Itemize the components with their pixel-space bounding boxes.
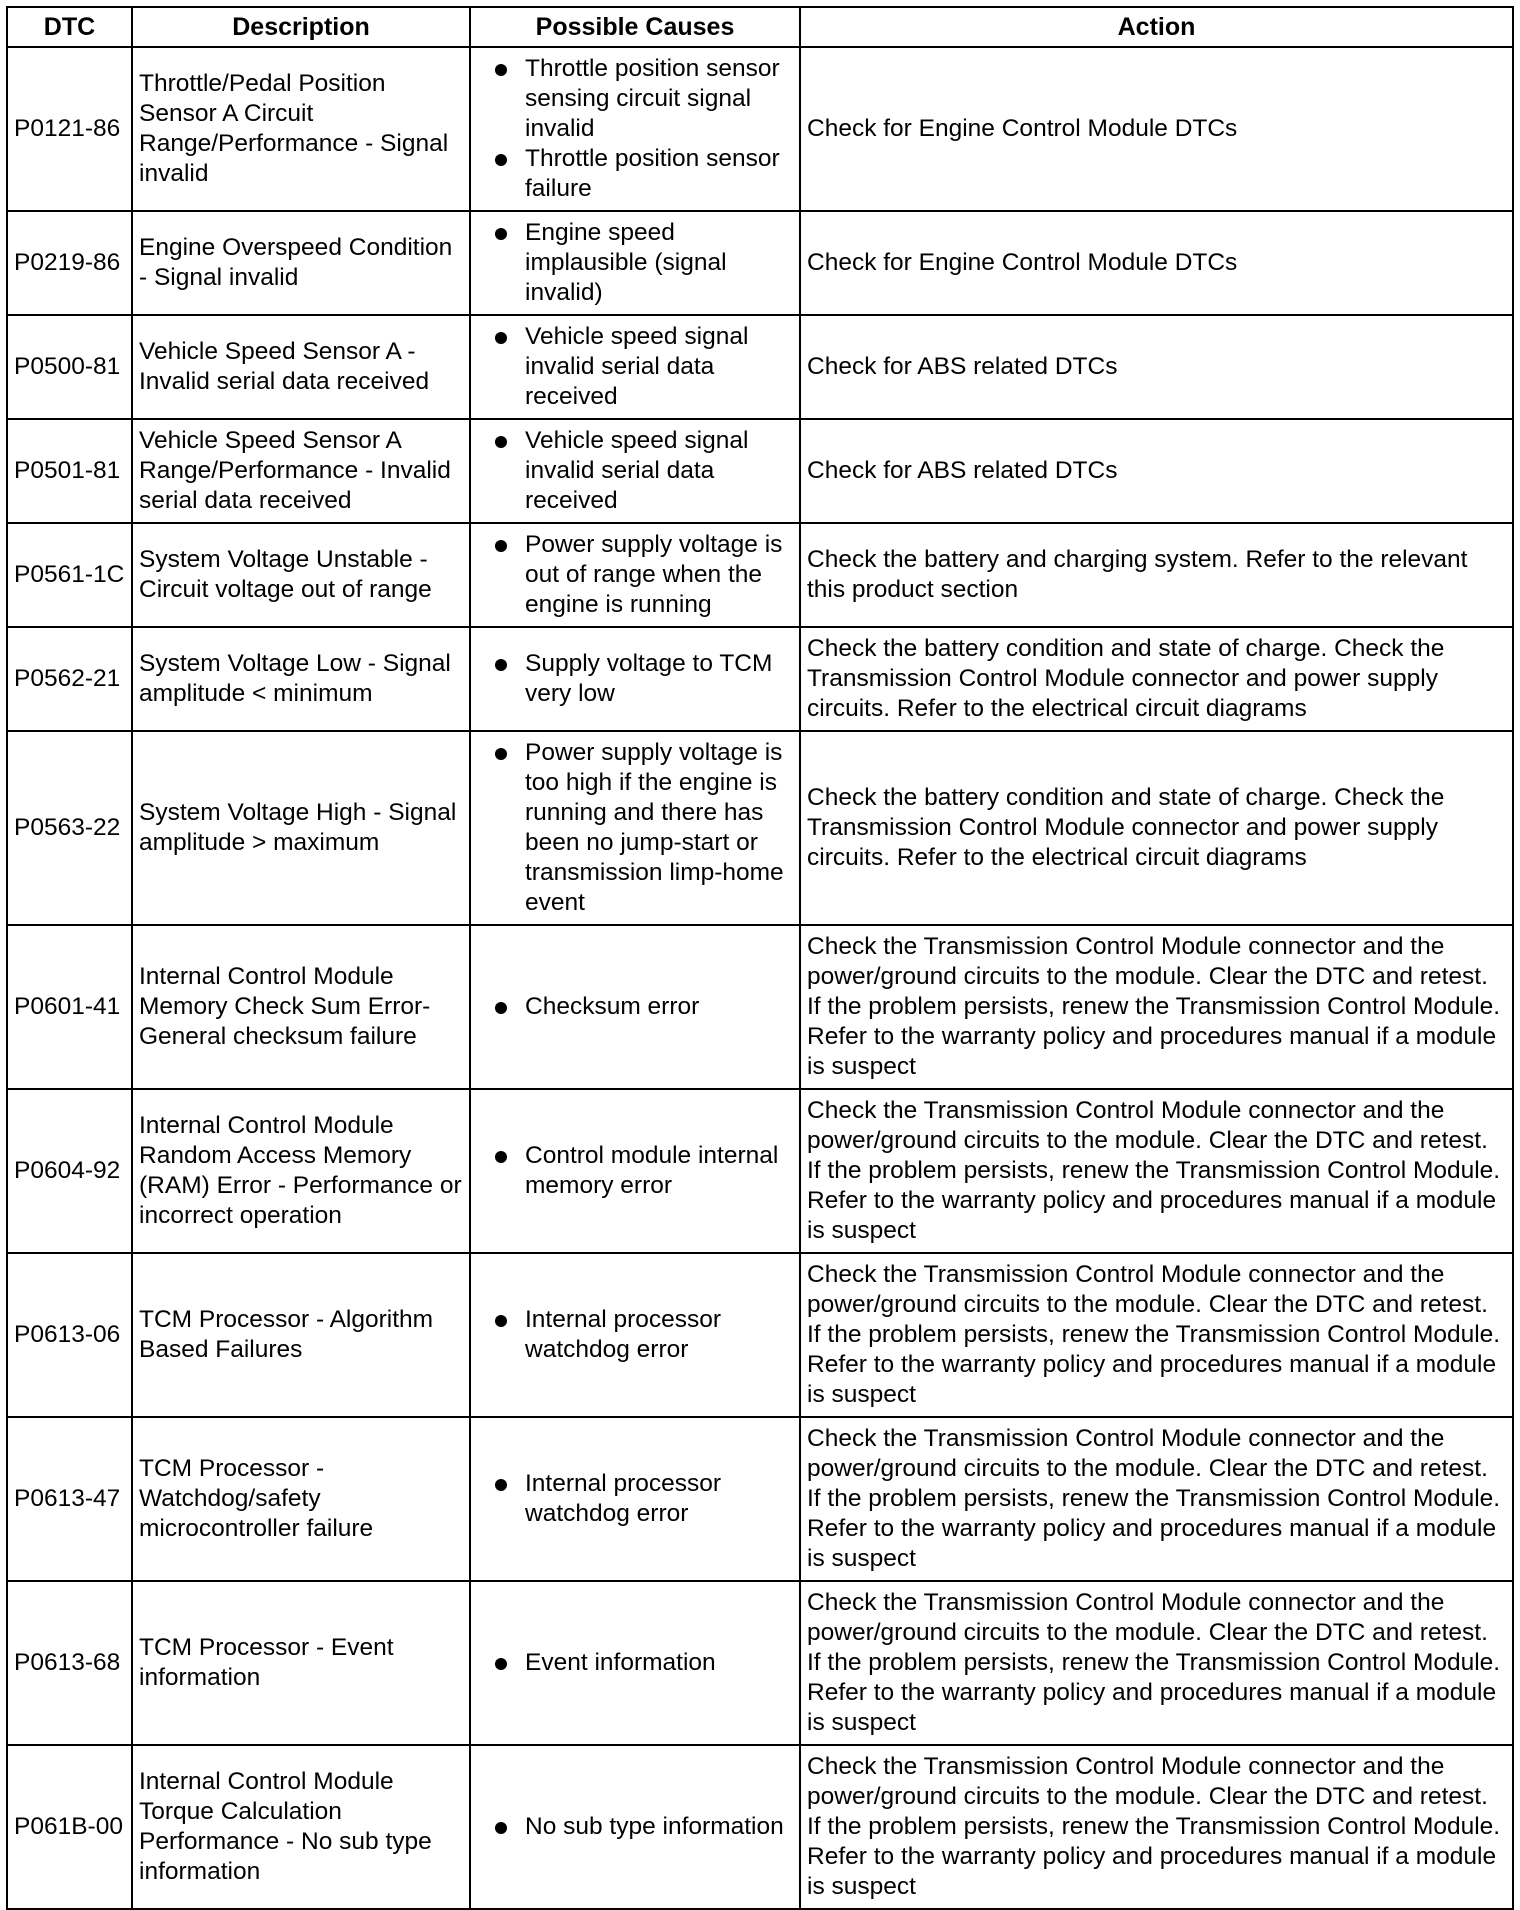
cause-item [477,1305,793,1365]
cause-text: Internal processor watchdog error [525,1306,722,1363]
bullet-icon [495,1658,507,1670]
cause-text: Power supply voltage is too high if the engine is running and there has been no jump-start or transmission limp-home event [525,739,784,916]
dtc-code: P0500-81 [7,315,132,419]
bullet-icon [495,64,507,76]
possible-causes-list [477,738,793,918]
dtc-code: P0219-86 [7,211,132,315]
possible-causes-cell [470,211,800,315]
table-row [7,1417,1513,1581]
dtc-action: Check the Transmission Control Module connector and the power/ground circuits to the module. Clear the DTC and retest. If the problem persists, renew the Transmission Control Module. Refer to the warranty policy and procedures manual if a module is suspect [800,925,1513,1089]
dtc-description: Internal Control Module Memory Check Sum Error-General checksum failure [132,925,470,1089]
possible-causes-list [477,1469,793,1529]
dtc-code: P0613-47 [7,1417,132,1581]
bullet-icon [495,436,507,448]
bullet-icon [495,659,507,671]
possible-causes-cell [470,1253,800,1417]
cause-text: Throttle position sensor sensing circuit signal invalid [525,55,780,142]
dtc-description: System Voltage High - Signal amplitude > maximum [132,731,470,925]
bullet-icon [495,1315,507,1327]
dtc-table [6,6,1514,1910]
table-row [7,1089,1513,1253]
bullet-icon [495,1151,507,1163]
bullet-icon [495,332,507,344]
cause-text: Power supply voltage is out of range when the engine is running [525,531,783,618]
dtc-document [6,6,1512,1910]
header-possible-causes: Possible Causes [470,7,800,47]
cause-item [477,992,793,1022]
cause-item [477,530,793,620]
table-row [7,211,1513,315]
possible-causes-list [477,1812,793,1842]
dtc-code: P0613-06 [7,1253,132,1417]
dtc-code: P0604-92 [7,1089,132,1253]
dtc-action: Check the battery and charging system. Refer to the relevant this product section [800,523,1513,627]
cause-text: Engine speed implausible (signal invalid) [525,219,727,306]
bullet-icon [495,154,507,166]
dtc-action: Check for ABS related DTCs [800,315,1513,419]
cause-item [477,738,793,918]
dtc-action: Check the Transmission Control Module connector and the power/ground circuits to the module. Clear the DTC and retest. If the problem persists, renew the Transmission Control Module. Refer to the warranty policy and procedures manual if a module is suspect [800,1253,1513,1417]
table-header-row [7,7,1513,47]
cause-item [477,649,793,709]
dtc-code: P0561-1C [7,523,132,627]
header-action: Action [800,7,1513,47]
possible-causes-list [477,1141,793,1201]
cause-text: Internal processor watchdog error [525,1470,722,1527]
bullet-icon [495,748,507,760]
cause-item [477,1141,793,1201]
bullet-icon [495,228,507,240]
cause-item [477,54,793,144]
possible-causes-list [477,426,793,516]
possible-causes-cell [470,731,800,925]
dtc-code: P0601-41 [7,925,132,1089]
dtc-code: P0563-22 [7,731,132,925]
header-dtc: DTC [7,7,132,47]
dtc-description: System Voltage Unstable - Circuit voltage out of range [132,523,470,627]
dtc-description: Internal Control Module Torque Calculation Performance - No sub type information [132,1745,470,1909]
dtc-description: Vehicle Speed Sensor A Range/Performance - Invalid serial data received [132,419,470,523]
possible-causes-cell [470,47,800,211]
cause-item [477,144,793,204]
dtc-description: Internal Control Module Random Access Memory (RAM) Error - Performance or incorrect operation [132,1089,470,1253]
table-body [7,47,1513,1909]
table-row [7,523,1513,627]
header-description: Description [132,7,470,47]
possible-causes-cell [470,1417,800,1581]
cause-text: Vehicle speed signal invalid serial data received [525,427,749,514]
possible-causes-cell [470,1581,800,1745]
dtc-code: P0562-21 [7,627,132,731]
dtc-action: Check the Transmission Control Module connector and the power/ground circuits to the module. Clear the DTC and retest. If the problem persists, renew the Transmission Control Module. Refer to the warranty policy and procedures manual if a module is suspect [800,1089,1513,1253]
dtc-action: Check the battery condition and state of charge. Check the Transmission Control Module connector and power supply circuits. Refer to the electrical circuit diagrams [800,731,1513,925]
dtc-code: P061B-00 [7,1745,132,1909]
possible-causes-list [477,1305,793,1365]
possible-causes-list [477,322,793,412]
dtc-description: Engine Overspeed Condition - Signal invalid [132,211,470,315]
table-row [7,1253,1513,1417]
table-row [7,419,1513,523]
dtc-action: Check the Transmission Control Module connector and the power/ground circuits to the module. Clear the DTC and retest. If the problem persists, renew the Transmission Control Module. Refer to the warranty policy and procedures manual if a module is suspect [800,1745,1513,1909]
table-row [7,627,1513,731]
bullet-icon [495,1002,507,1014]
cause-item [477,1469,793,1529]
dtc-code: P0121-86 [7,47,132,211]
possible-causes-list [477,992,793,1022]
possible-causes-cell [470,1089,800,1253]
possible-causes-cell [470,1745,800,1909]
table-row [7,1581,1513,1745]
possible-causes-list [477,530,793,620]
possible-causes-cell [470,627,800,731]
possible-causes-list [477,218,793,308]
dtc-description: System Voltage Low - Signal amplitude < minimum [132,627,470,731]
possible-causes-cell [470,523,800,627]
possible-causes-cell [470,925,800,1089]
cause-text: Event information [525,1649,716,1676]
cause-text: No sub type information [525,1813,784,1840]
dtc-action: Check for Engine Control Module DTCs [800,211,1513,315]
possible-causes-cell [470,315,800,419]
cause-text: Throttle position sensor failure [525,145,780,202]
table-row [7,1745,1513,1909]
dtc-action: Check for ABS related DTCs [800,419,1513,523]
cause-item [477,1648,793,1678]
dtc-description: TCM Processor - Watchdog/safety microcontroller failure [132,1417,470,1581]
table-row [7,925,1513,1089]
dtc-description: TCM Processor - Event information [132,1581,470,1745]
possible-causes-list [477,649,793,709]
cause-text: Supply voltage to TCM very low [525,650,773,707]
cause-text: Control module internal memory error [525,1142,779,1199]
dtc-code: P0613-68 [7,1581,132,1745]
bullet-icon [495,540,507,552]
dtc-action: Check the battery condition and state of charge. Check the Transmission Control Module connector and power supply circuits. Refer to the electrical circuit diagrams [800,627,1513,731]
table-row [7,315,1513,419]
dtc-description: TCM Processor - Algorithm Based Failures [132,1253,470,1417]
bullet-icon [495,1822,507,1834]
dtc-action: Check the Transmission Control Module connector and the power/ground circuits to the module. Clear the DTC and retest. If the problem persists, renew the Transmission Control Module. Refer to the warranty policy and procedures manual if a module is suspect [800,1581,1513,1745]
bullet-icon [495,1479,507,1491]
possible-causes-list [477,1648,793,1678]
dtc-action: Check the Transmission Control Module connector and the power/ground circuits to the module. Clear the DTC and retest. If the problem persists, renew the Transmission Control Module. Refer to the warranty policy and procedures manual if a module is suspect [800,1417,1513,1581]
cause-item [477,322,793,412]
table-row [7,731,1513,925]
table-row [7,47,1513,211]
dtc-action: Check for Engine Control Module DTCs [800,47,1513,211]
cause-text: Checksum error [525,993,700,1020]
cause-item [477,218,793,308]
dtc-description: Vehicle Speed Sensor A - Invalid serial data received [132,315,470,419]
cause-text: Vehicle speed signal invalid serial data received [525,323,749,410]
cause-item [477,426,793,516]
dtc-description: Throttle/Pedal Position Sensor A Circuit Range/Performance - Signal invalid [132,47,470,211]
possible-causes-cell [470,419,800,523]
dtc-code: P0501-81 [7,419,132,523]
cause-item [477,1812,793,1842]
possible-causes-list [477,54,793,204]
